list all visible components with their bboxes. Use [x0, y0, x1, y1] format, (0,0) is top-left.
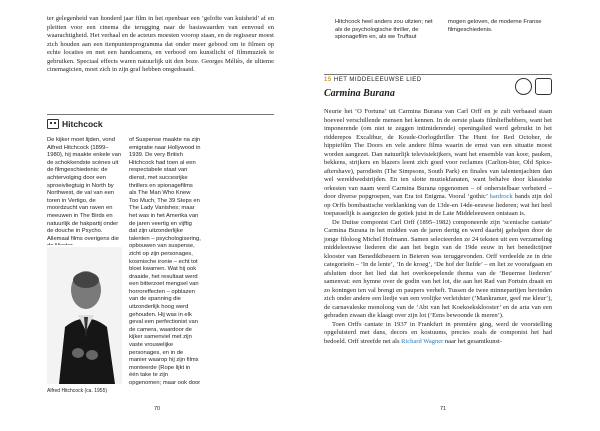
hitchcock-photo [47, 247, 122, 384]
wagner-link[interactable]: Richard Wagner [401, 337, 444, 345]
right-page [300, 0, 600, 431]
chapter-icons [515, 78, 552, 95]
page-number: 71 [440, 406, 447, 412]
column-1-text: De kijker moet lijden, vond Alfred Hitchcock (1899–1980), hij maakte enkele van de schokkendste scènes uit de filmgeschiedenis: de achtervolging door een sproeivliegtuig in North by Northwest, de val van een toren in Vertigo, de moordzucht van raven en meeuwen in The Birds en natuurlijk de hakpartij onder de douche in Psycho. Allemaal films overigens die [47, 137, 122, 242]
section-divider [47, 114, 274, 115]
chapter-title: Carmina Burana [324, 88, 395, 99]
photo-caption: Alfred Hitchcock (ca. 1955) [47, 388, 108, 394]
continued-column-1: Hitchcock heel anders zou uitzien; net als de psychologische thriller, de spionagefilm en, als we Truffaut [335, 19, 433, 41]
page-number: 70 [154, 406, 161, 412]
paragraph-1-end: bands zijn dol op Orffs bombastische verklanking van de 13de-en 14de-eeuwse liederen; wat het heel toepasselijk is aangezien de gotiek juist in de Late Middeleeuwen ontstaan is. [324, 193, 552, 217]
portrait-image [47, 247, 122, 384]
headphones-icon [535, 78, 552, 95]
paragraph-3-start: Toen Orffs cantate in 1937 in Frankfurt in première ging, werd de voorstelling opgeluisterd met dans, decors en kostuums, precies zoals de componist het had bedoeld. Orff streefde net als [324, 320, 552, 345]
record-disc-icon [515, 78, 532, 95]
film-camera-icon [47, 119, 59, 129]
hardrock-link[interactable]: hardrock [489, 193, 513, 200]
chapter-label: HET MIDDELEEUWSE LIED [333, 77, 422, 83]
chapter-label-row [324, 77, 422, 83]
chapter-divider [324, 74, 552, 75]
right-body-text [324, 108, 552, 346]
section-title: Hitchcock [62, 119, 103, 129]
paragraph-3 [324, 321, 552, 347]
paragraph-1-start: Neurie het ‘O Fortuna’ uit Carmina Burana van Carl Orff en je zult verbaasd staan hoeveel verschillende mensen het kennen. In de eerste plaats filmliefhebbers, want het imponerende (om niet te zeggen intimiderende) openingslied werd gebruikt in het ridderepos Excalibur, de Koude-Oorlogthriller The Hunt for Red October, de hippiefilm The Doors en vele andere films waarin de ernst van een situatie moest worden aangezet. Dan natuurlijk televisiekijkers, want het ensemble van koor, pauken, bekkens, strijkers en blazers leent zich goed voor reclames (Carlton-bier, Old Spice-aftershave), parodieën (The Simpsons, South Park) en finales van talentenjachten dan wel wereldwedstrijden. En ten slotte muziekfanaten, want behalve door klassieke orkesten van naam werd Carmina Burana opgenomen – of onherstelbaar verbeterd – door diverse popgroepen, van Era tot Enigma. Vooral ‘gothic’ [324, 108, 552, 200]
paragraph-2: De Duitse componist Carl Orff (1895–1982) componeerde zijn ‘scenische cantate’ Carmina Burana in het midden van de jaren dertig en werd daarbij geholpen door de jonge filoloog Michel Hofmann. Samen selecteerden ze 24 teksten uit een verzameling middeleeuwse liederen die aan het begin van de 19de eeuw in het benedictijner klooster van Benediktbeuern in Beieren was teruggevonden. Orff verdeelde ze in drie categorieën – ‘In de lente’, ‘In de kroeg’, ‘De hof der liefde’ – en liet ze voorafgaan en afsluiten door het lied dat het overkoepelende thema van de ‘Beuernse liederen’ samenvat: een hymne over de godin van het lot, die aan het Rad van Fortuin draait en zo koningen ten val brengt en paupers verheft. Tussen de twee minnepartijen bevinden zich onder andere een liedje van een vrolijke verleidster (‘Mankramer, geef me kleur’), de carnavaleske monoloog van de ‘Abt van het Koekoeksklooster’ en de aria van een gebraden zwaan die klaagt over zijn lot (‘Eens bewoonde ik meren’). [324, 218, 552, 319]
chapter-number: 15 [324, 77, 332, 83]
paragraph-3-end: naar het gesamtkunst- [444, 337, 502, 345]
left-body-text: ter gelegenheid van honderd jaar film in het openbaar een ‘gelofte van kuisheid’ af en pleitten voor een cinema die terugging naar de basiswaarden van eenvoud en waarachtigheid. Het verhaal en de acteurs moesten voorop staan, en de regisseur moest zich houden aan een tienpuntenprogramma dat onder meer gebood om te filmen op echte locaties en met een handcamera, en verbood om kunstlicht of filmmuziek te gebruiken. Speciaal effects waren natuurlijk uit den boze. Georges Méliès, de ultieme cinemagicien, moet zich in zijn graf hebben omgedraaid. [47, 15, 274, 73]
section-heading [47, 119, 103, 129]
continued-column-2: mogen geloven, de moderne Franse filmgeschiedenis. [448, 19, 542, 33]
column-2-text: of Suspense maakte na zijn emigratie naar Hollywood in 1939. De very British Hitchcock had toen al een respectabele staat van dienst, met succesrijke thrillers en spionagefilms als The Man Who Knew Too Much, The 39 Steps en The Lady Vanishes; maar het was in het Amerika van de jaren veertig en vijftig dat zijn uitzonderlijke talenten – psychologisering, opbouwen van suspense, zicht op zijn personages, kosmische ironie – echt tot bloei kwamen. Wat hij ook draaide, het resultaat werd een bitterzoet mengsel van horroreffecten – opblazen van de spanning die uitzonderlijk hoog werd gehouden. Hij was in elk geval een perfectionist van de camera, waardoor de kijker samenviel met zijn vaste vrouwelijke personages, en in de manier waarop hij zijn films monteerde (Rope lijkt in één take te zijn opgenomen; maar ook door [129, 137, 201, 386]
